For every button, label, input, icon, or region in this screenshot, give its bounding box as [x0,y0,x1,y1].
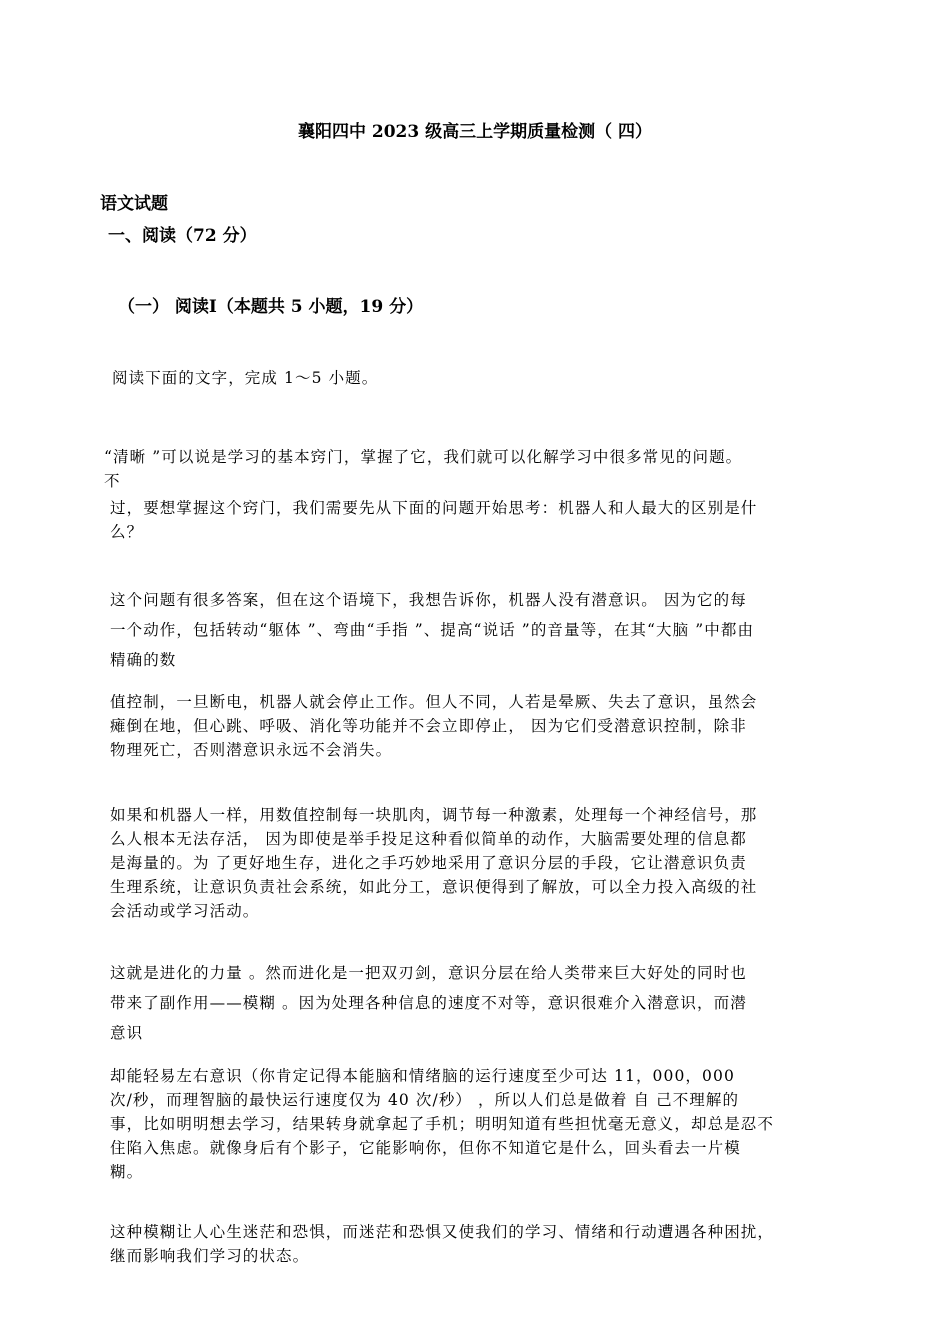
subject-heading: 语文试题 [100,194,168,214]
paragraph-8 [110,1220,774,1268]
section-heading: 一、阅读（72 分） [108,226,257,246]
text-line: 一个动作，包括转动“躯体 ”、弯曲“手指 ”、提高“说话 ”的音量等，在其“大脑 ”中都由 [110,621,755,639]
text-line: 物理死亡，否则潜意识永远不会消失。 [110,741,393,759]
paragraph-6 [110,958,747,1048]
text-line: 是海量的。为 了更好地生存，进化之手巧妙地采用了意识分层的手段，它让潜意识负责 [110,854,747,872]
text-line: 事，比如明明想去学习，结果转身就拿起了手机；明明知道有些担忧毫无意义，却总是忍不 [110,1115,775,1133]
text-line: 如果和机器人一样，用数值控制每一块肌肉，调节每一种激素，处理每一个神经信号，那 [110,806,758,824]
paragraph-5 [110,803,757,923]
text-line: 这个问题有很多答案，但在这个语境下，我想告诉你，机器人没有潜意识。 因为它的每 [110,591,747,609]
text-line: 么人根本无法存活， 因为即使是举手投足这种看似简单的动作，大脑需要处理的信息都 [110,830,747,848]
text-line: 住陷入焦虑。就像身后有个影子，它能影响你，但你不知道它是什么，回头看去一片模 [110,1139,741,1157]
paragraph-1 [104,445,742,493]
paragraph-3 [110,585,754,675]
paragraph-7 [110,1064,774,1184]
text-line: “清晰 ”可以说是学习的基本窍门，掌握了它，我们就可以化解学习中很多常见的问题。 [104,448,743,466]
text-line: 么？ [110,523,144,541]
text-line: 继而影响我们学习的状态。 [110,1247,310,1265]
text-line: 精确的数 [110,651,177,669]
text-line: 次/秒，而理智脑的最快运行速度仅为 40 次/秒） ，所以人们总是做着 自 己不理解的 [110,1091,740,1109]
text-line: 却能轻易左右意识（你肯定记得本能脑和情绪脑的运行速度至少可达 11，000，000 [110,1067,735,1085]
text-line: 这种模糊让人心生迷茫和恐惧，而迷茫和恐惧又使我们的学习、情绪和行动遭遇各种困扰， [110,1223,775,1241]
text-line: 不 [104,472,121,490]
subsection-heading: （一） 阅读Ⅰ（本题共 5 小题，19 分） [118,297,424,317]
text-line: 这就是进化的力量 。然而进化是一把双刃剑，意识分层在给人类带来巨大好处的同时也 [110,964,747,982]
text-line: 生理系统，让意识负责社会系统，如此分工，意识便得到了解放，可以全力投入高级的社 [110,878,758,896]
text-line: 糊。 [110,1163,144,1181]
instruction-text: 阅读下面的文字，完成 1～5 小题。 [112,369,379,387]
text-line: 带来了副作用——模糊 。因为处理各种信息的速度不对等，意识很难介入潜意识，而潜 [110,994,747,1012]
document-title: 襄阳四中 2023 级高三上学期质量检测（ 四） [297,122,653,142]
text-line: 意识 [110,1024,144,1042]
text-line: 瘫倒在地，但心跳、呼吸、消化等功能并不会立即停止， 因为它们受潜意识控制，除非 [110,717,747,735]
text-line: 过，要想掌握这个窍门，我们需要先从下面的问题开始思考：机器人和人最大的区别是什 [110,499,758,517]
text-line: 会活动或学习活动。 [110,902,260,920]
paragraph-4 [110,690,757,762]
text-line: 值控制，一旦断电，机器人就会停止工作。但人不同，人若是晕厥、失去了意识，虽然会 [110,693,758,711]
paragraph-2 [110,496,757,544]
